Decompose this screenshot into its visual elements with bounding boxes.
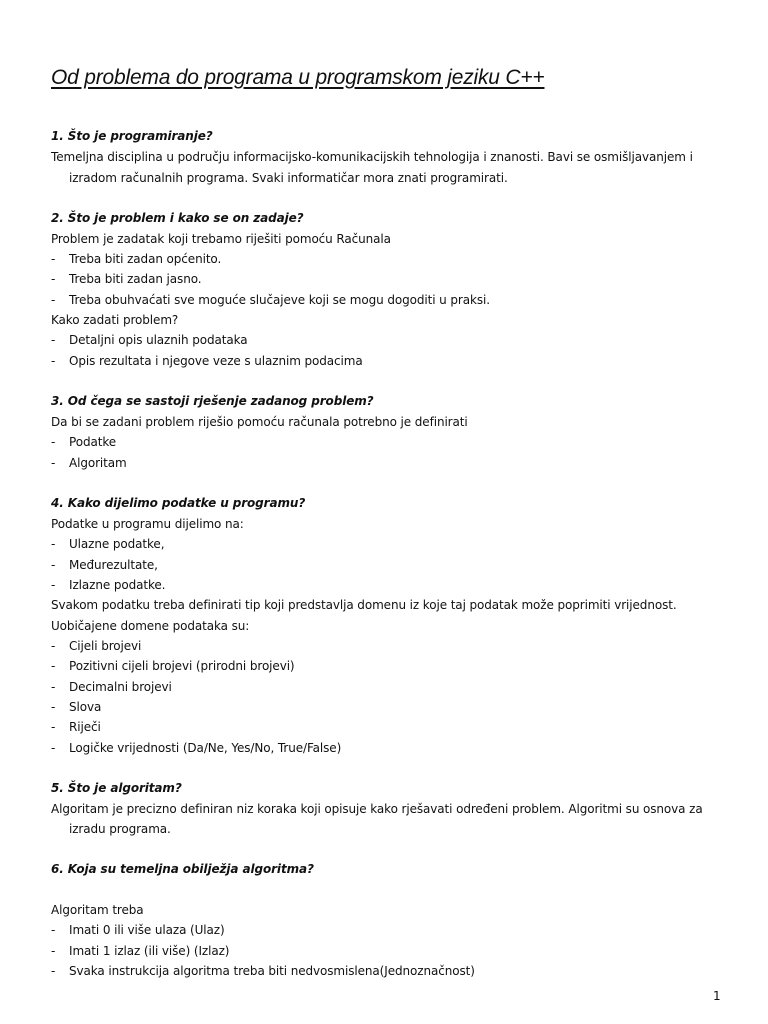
bullet-dash: - [51, 435, 56, 449]
section-4-paragraph-2: Svakom podatku treba definirati tip koji predstavlja domenu iz koje taj podatak može poprimiti vrijednost. [51, 598, 677, 612]
bullet-dash: - [51, 333, 56, 347]
section-5-paragraph-line-1: Algoritam je precizno definiran niz koraka koji opisuje kako rješavati određeni problem. Algoritmi su osnova za [51, 802, 703, 816]
bullet-dash: - [51, 700, 56, 714]
list-item-text: Opis rezultata i njegove veze s ulaznim podacima [69, 354, 363, 368]
section-2-paragraph-2: Kako zadati problem? [51, 313, 179, 327]
bullet-dash: - [51, 293, 56, 307]
list-item-text: Svaka instrukcija algoritma treba biti nedvosmislena(Jednoznačnost) [69, 964, 475, 978]
list-item-text: Algoritam [69, 456, 127, 470]
bullet-dash: - [51, 964, 56, 978]
section-2-paragraph-1: Problem je zadatak koji trebamo riješiti pomoću Računala [51, 232, 391, 246]
list-item-text: Međurezultate, [69, 558, 158, 572]
document-title: Od problema do programa u programskom jeziku C++ [51, 66, 545, 89]
list-item-text: Treba biti zadan općenito. [69, 252, 222, 266]
list-item-text: Treba biti zadan jasno. [69, 272, 202, 286]
section-5-paragraph-line-2: izradu programa. [69, 822, 171, 836]
section-4-heading: 4. Kako dijelimo podatke u programu? [51, 496, 306, 510]
bullet-dash: - [51, 639, 56, 653]
list-item-text: Cijeli brojevi [69, 639, 142, 653]
list-item-text: Treba obuhvaćati sve moguće slučajeve koji se mogu dogoditi u praksi. [69, 293, 490, 307]
list-item-text: Ulazne podatke, [69, 537, 165, 551]
bullet-dash: - [51, 354, 56, 368]
list-item-text: Imati 1 izlaz (ili više) (Izlaz) [69, 944, 230, 958]
list-item-text: Imati 0 ili više ulaza (Ulaz) [69, 923, 225, 937]
list-item-text: Podatke [69, 435, 117, 449]
list-item-text: Detaljni opis ulaznih podataka [69, 333, 248, 347]
section-1-heading: 1. Što je programiranje? [51, 129, 213, 143]
section-6-heading: 6. Koja su temeljna obilježja algoritma? [51, 862, 314, 876]
list-item-text: Pozitivni cijeli brojevi (prirodni brojevi) [69, 659, 295, 673]
section-1-paragraph-line-2: izradom računalnih programa. Svaki informatičar mora znati programirati. [69, 171, 508, 185]
section-5-heading: 5. Što je algoritam? [51, 781, 182, 795]
bullet-dash: - [51, 680, 56, 694]
bullet-dash: - [51, 720, 56, 734]
bullet-dash: - [51, 272, 56, 286]
section-6-paragraph-1: Algoritam treba [51, 903, 144, 917]
bullet-dash: - [51, 456, 56, 470]
list-item-text: Logičke vrijednosti (Da/Ne, Yes/No, True/False) [69, 741, 342, 755]
section-2-heading: 2. Što je problem i kako se on zadaje? [51, 211, 304, 225]
section-3-paragraph-1: Da bi se zadani problem riješio pomoću računala potrebno je definirati [51, 415, 468, 429]
bullet-dash: - [51, 578, 56, 592]
bullet-dash: - [51, 252, 56, 266]
list-item-text: Riječi [69, 720, 101, 734]
list-item-text: Slova [69, 700, 102, 714]
section-3-heading: 3. Od čega se sastoji rješenje zadanog problem? [51, 394, 374, 408]
bullet-dash: - [51, 741, 56, 755]
list-item-text: Izlazne podatke. [69, 578, 166, 592]
section-1-paragraph-line-1: Temeljna disciplina u području informacijsko-komunikacijskih tehnologija i znanosti. Bavi se osmišljavanjem i [51, 150, 693, 164]
section-4-paragraph-1: Podatke u programu dijelimo na: [51, 517, 244, 531]
bullet-dash: - [51, 923, 56, 937]
bullet-dash: - [51, 537, 56, 551]
bullet-dash: - [51, 558, 56, 572]
list-item-text: Decimalni brojevi [69, 680, 172, 694]
section-4-paragraph-3: Uobičajene domene podataka su: [51, 619, 250, 633]
bullet-dash: - [51, 659, 56, 673]
page-number: 1 [713, 989, 721, 1003]
bullet-dash: - [51, 944, 56, 958]
